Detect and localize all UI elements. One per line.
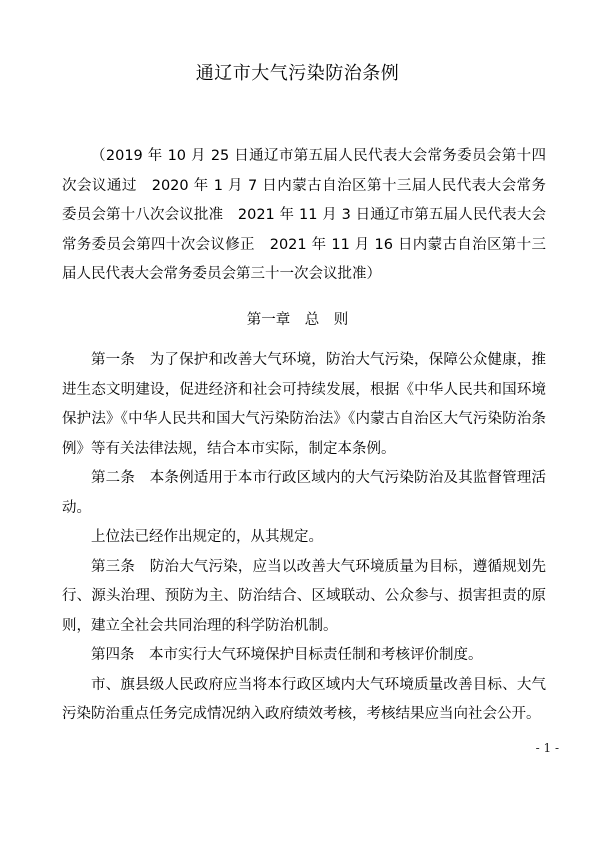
- legislative-history-note: （2019 年 10 月 25 日通辽市第五届人民代表大会常务委员会第十四次会议通过 2020 年 1 月 7 日内蒙古自治区第十三届人民代表大会常务委员会第十八次会议批准 2021 年 11 月 3 日通辽市第五届人民代表大会常务委员会第四十次会议修正 2021 年 11 月 16 日内蒙古自治区第十三届人民代表大会常务委员会第三十一次会议批准）: [62, 148, 546, 282]
- article-text: 上位法已经作出规定的，从其规定。: [91, 529, 323, 545]
- page-number: - 1 -: [535, 741, 559, 755]
- article-number: 第一条: [91, 352, 136, 368]
- chapter-heading: 第一章 总 则: [246, 312, 349, 328]
- article-number: 第三条: [91, 558, 136, 575]
- article-number: 第二条: [91, 470, 136, 486]
- article-number: 第四条: [91, 647, 135, 663]
- regulation-body: [62, 346, 546, 730]
- article-text: 本市实行大气环境保护目标责任制和考核评价制度。: [149, 647, 483, 663]
- document-title: 通辽市大气污染防治条例: [195, 63, 400, 84]
- article-paragraph: [62, 346, 546, 464]
- article-text: 市、旗县级人民政府应当将本行政区域内大气环境质量改善目标、大气污染防治重点任务完成情况纳入政府绩效考核，考核结果应当向社会公开。: [62, 676, 546, 722]
- article-paragraph: [62, 464, 546, 523]
- article-paragraph: [62, 553, 546, 642]
- article-text: 为了保护和改善大气环境，防治大气污染，保障公众健康，推进生态文明建设，促进经济和社会可持续发展，根据《中华人民共和国环境保护法》《中华人民共和国大气污染防治法》《内蒙古自治区大气污染防治条例》等有关法律法规，结合本市实际，制定本条例。: [62, 352, 547, 457]
- article-paragraph: [62, 641, 546, 671]
- article-text: 本条例适用于本市行政区域内的大气污染防治及其监督管理活动。: [62, 470, 547, 516]
- article-text: 防治大气污染，应当以改善大气环境质量为目标，遵循规划先行、源头治理、预防为主、防治结合、区域联动、公众参与、损害担责的原则，建立全社会共同治理的科学防治机制。: [62, 558, 547, 634]
- article-paragraph: [62, 671, 546, 730]
- article-paragraph: [62, 523, 546, 553]
